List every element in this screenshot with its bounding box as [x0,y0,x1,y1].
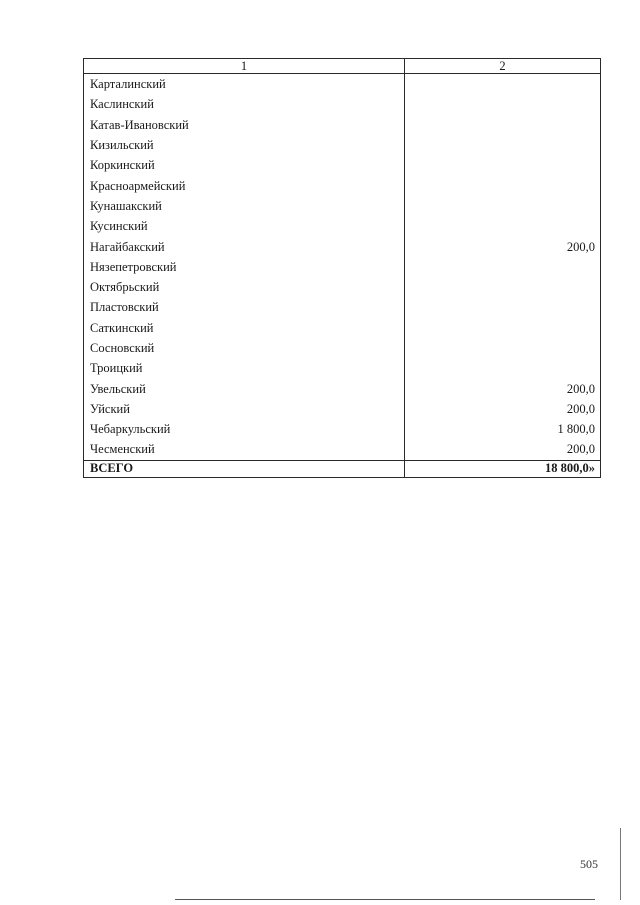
district-name: Увельский [84,378,405,398]
table-row [84,358,601,378]
table-row [84,439,601,460]
district-name: Сосновский [84,338,405,358]
table-row [84,338,601,358]
table-row [84,196,601,216]
table-row [84,74,601,95]
district-value: 200,0 [405,439,601,460]
column-header-2: 2 [405,59,601,74]
table-row [84,236,601,256]
district-value [405,216,601,236]
district-value [405,196,601,216]
district-name: Нагайбакский [84,236,405,256]
total-label: ВСЕГО [84,460,405,477]
table-total-row [84,460,601,477]
table-row [84,378,601,398]
district-value [405,155,601,175]
district-value [405,358,601,378]
district-name: Красноармейский [84,175,405,195]
table-row [84,257,601,277]
table-row [84,135,601,155]
district-value [405,297,601,317]
district-name: Катав-Ивановский [84,115,405,135]
column-header-1: 1 [84,59,405,74]
district-name: Кусинский [84,216,405,236]
district-value: 200,0 [405,399,601,419]
district-name: Уйский [84,399,405,419]
table-row [84,155,601,175]
scan-artifact-edge [620,828,621,900]
allocation-table [83,58,601,478]
table-row [84,318,601,338]
district-value [405,94,601,114]
district-value: 1 800,0 [405,419,601,439]
district-name: Нязепетровский [84,257,405,277]
total-value: 18 800,0» [405,460,601,477]
district-name: Карталинский [84,74,405,95]
district-value: 200,0 [405,378,601,398]
table-row [84,297,601,317]
district-name: Октябрьский [84,277,405,297]
district-value [405,115,601,135]
district-name: Чесменский [84,439,405,460]
table-row [84,419,601,439]
table-row [84,94,601,114]
district-value [405,135,601,155]
table-header-row [84,59,601,74]
district-value [405,257,601,277]
district-value: 200,0 [405,236,601,256]
district-value [405,318,601,338]
table-row [84,115,601,135]
district-name: Коркинский [84,155,405,175]
district-name: Троицкий [84,358,405,378]
table-row [84,216,601,236]
district-name: Кизильский [84,135,405,155]
district-value [405,175,601,195]
district-value [405,277,601,297]
district-name: Кунашакский [84,196,405,216]
district-name: Пластовский [84,297,405,317]
district-name: Каслинский [84,94,405,114]
table-row [84,277,601,297]
district-name: Чебаркульский [84,419,405,439]
scan-artifact-line [175,899,595,900]
district-value [405,338,601,358]
table-row [84,175,601,195]
table-row [84,399,601,419]
district-value [405,74,601,95]
table-body [84,59,601,478]
page-number: 505 [580,857,598,871]
district-name: Саткинский [84,318,405,338]
